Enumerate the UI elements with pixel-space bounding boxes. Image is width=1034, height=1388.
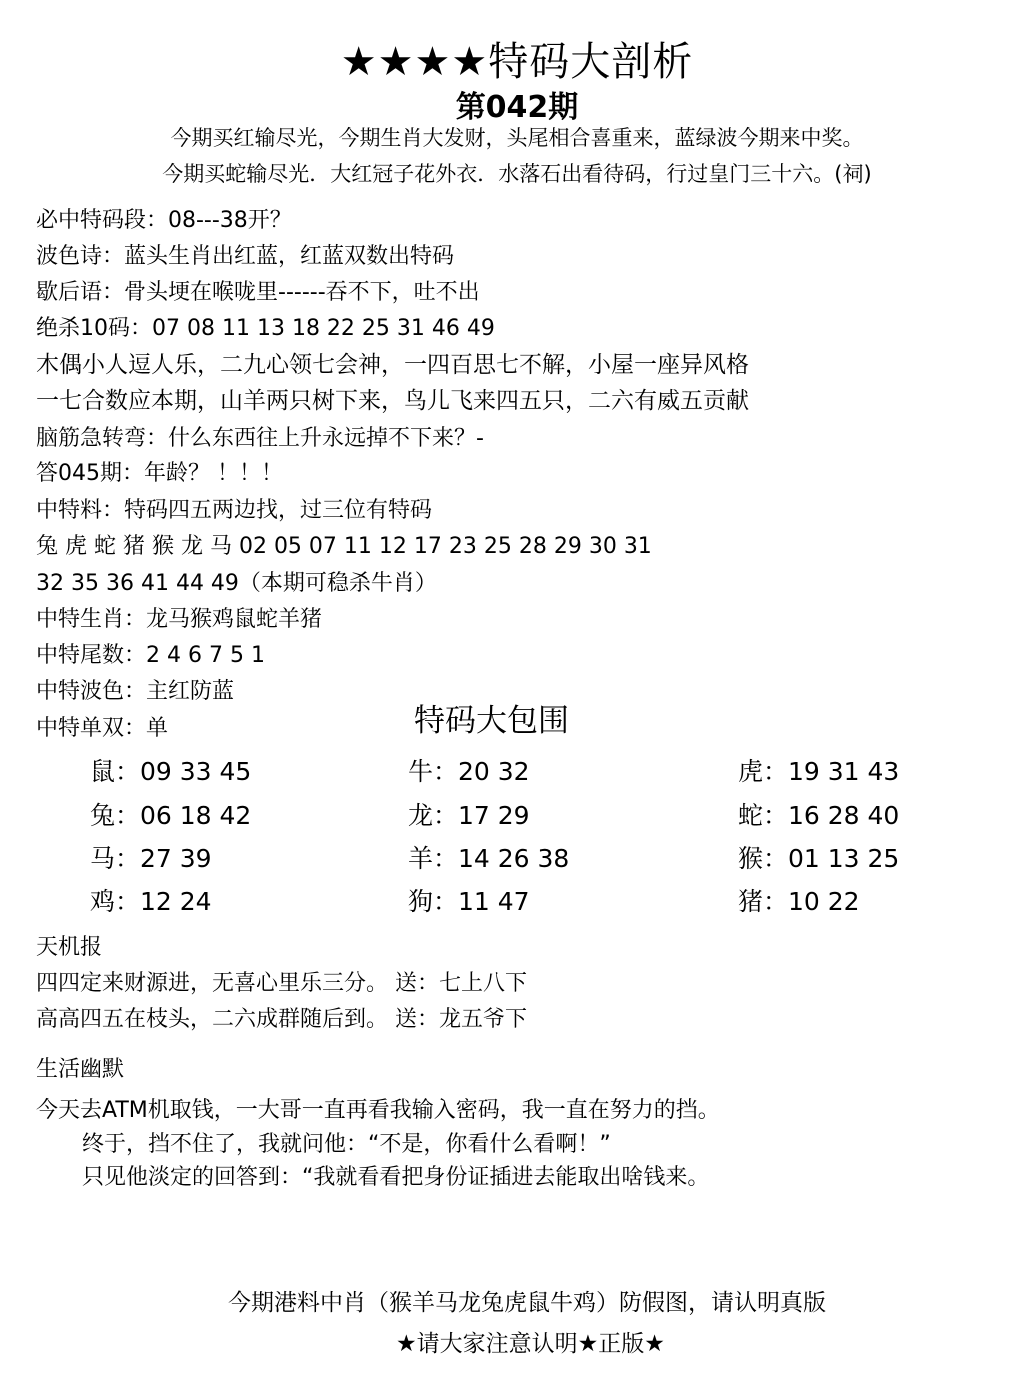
footer-notice: 今期港料中肖（猴羊马龙兔虎鼠牛鸡）防假图，请认明真版 — [228, 1290, 826, 1316]
zodiac-cell: 牛：20 32 — [408, 757, 530, 786]
zodiac-cell: 马：27 39 — [90, 844, 212, 873]
poem-line-1: 今期买红输尽光，今期生肖大发财，头尾相合喜重来，蓝绿波今期来中奖。 — [170, 126, 864, 150]
info-line: 波色诗：蓝头生肖出红蓝，红蓝双数出特码 — [36, 244, 455, 269]
page-title: ★★★★特码大剖析 — [340, 39, 694, 85]
info-line: 中特波色：主红防蓝 — [36, 679, 235, 704]
footer-genuine: ★请大家注意认明★正版★ — [396, 1331, 665, 1357]
info-line: 绝杀10码：07 08 11 13 18 22 25 31 46 49 — [36, 316, 495, 341]
zodiac-cell: 虎：19 31 43 — [738, 757, 900, 786]
surround-title: 特码大包围 — [414, 703, 569, 739]
info-line: 木偶小人逗人乐，二九心领七会神，一四百思七不解，小屋一座异风格 — [36, 352, 749, 378]
info-line: 兔 虎 蛇 猪 猴 龙 马 02 05 07 11 12 17 23 25 28 29 30 31 — [36, 534, 652, 559]
info-line: 中特尾数：2 4 6 7 5 1 — [36, 643, 265, 668]
zodiac-cell: 兔：06 18 42 — [90, 801, 252, 830]
zodiac-cell: 蛇：16 28 40 — [738, 801, 900, 830]
tianji-heading: 天机报 — [36, 935, 103, 960]
humor-line-2: 终于，挡不住了，我就问他：“不是，你看什么看啊！” — [82, 1132, 611, 1157]
info-line: 脑筋急转弯：什么东西往上升永远掉不下来？- — [36, 426, 484, 451]
zodiac-cell: 狗：11 47 — [408, 887, 530, 916]
info-line: 必中特码段：08---38开？ — [36, 208, 292, 233]
zodiac-cell: 羊：14 26 38 — [408, 844, 570, 873]
info-line: 一七合数应本期，山羊两只树下来，鸟儿飞来四五只，二六有威五贡献 — [36, 388, 749, 414]
zodiac-cell: 鼠：09 33 45 — [90, 757, 252, 786]
poem-line-2: 今期买蛇输尽光．大红冠子花外衣．水落石出看待码，行过皇门三十六。(祠) — [162, 162, 872, 186]
zodiac-cell: 猪：10 22 — [738, 887, 860, 916]
info-line: 中特生肖：龙马猴鸡鼠蛇羊猪 — [36, 607, 323, 632]
zodiac-cell: 猴：01 13 25 — [738, 844, 900, 873]
zodiac-cell: 龙：17 29 — [408, 801, 530, 830]
info-line: 歇后语：骨头埂在喉咙里------吞不下，吐不出 — [36, 280, 480, 305]
issue-number: 第042期 — [455, 90, 579, 125]
humor-line-1: 今天去ATM机取钱，一大哥一直再看我输入密码，我一直在努力的挡。 — [36, 1098, 720, 1123]
humor-heading: 生活幽默 — [36, 1057, 125, 1082]
info-line: 32 35 36 41 44 49（本期可稳杀牛肖） — [36, 571, 437, 596]
tianji-line-2: 高高四五在枝头，二六成群随后到。 送：龙五爷下 — [36, 1007, 527, 1032]
info-line: 中特单双：单 — [36, 716, 169, 741]
tianji-line-1: 四四定来财源进，无喜心里乐三分。 送：七上八下 — [36, 971, 527, 996]
info-line: 答045期：年龄？ ！！！ — [36, 461, 283, 486]
humor-line-3: 只见他淡定的回答到：“我就看看把身份证插进去能取出啥钱来。 — [82, 1165, 710, 1190]
info-line: 中特料：特码四五两边找，过三位有特码 — [36, 498, 433, 523]
zodiac-cell: 鸡：12 24 — [90, 887, 212, 916]
